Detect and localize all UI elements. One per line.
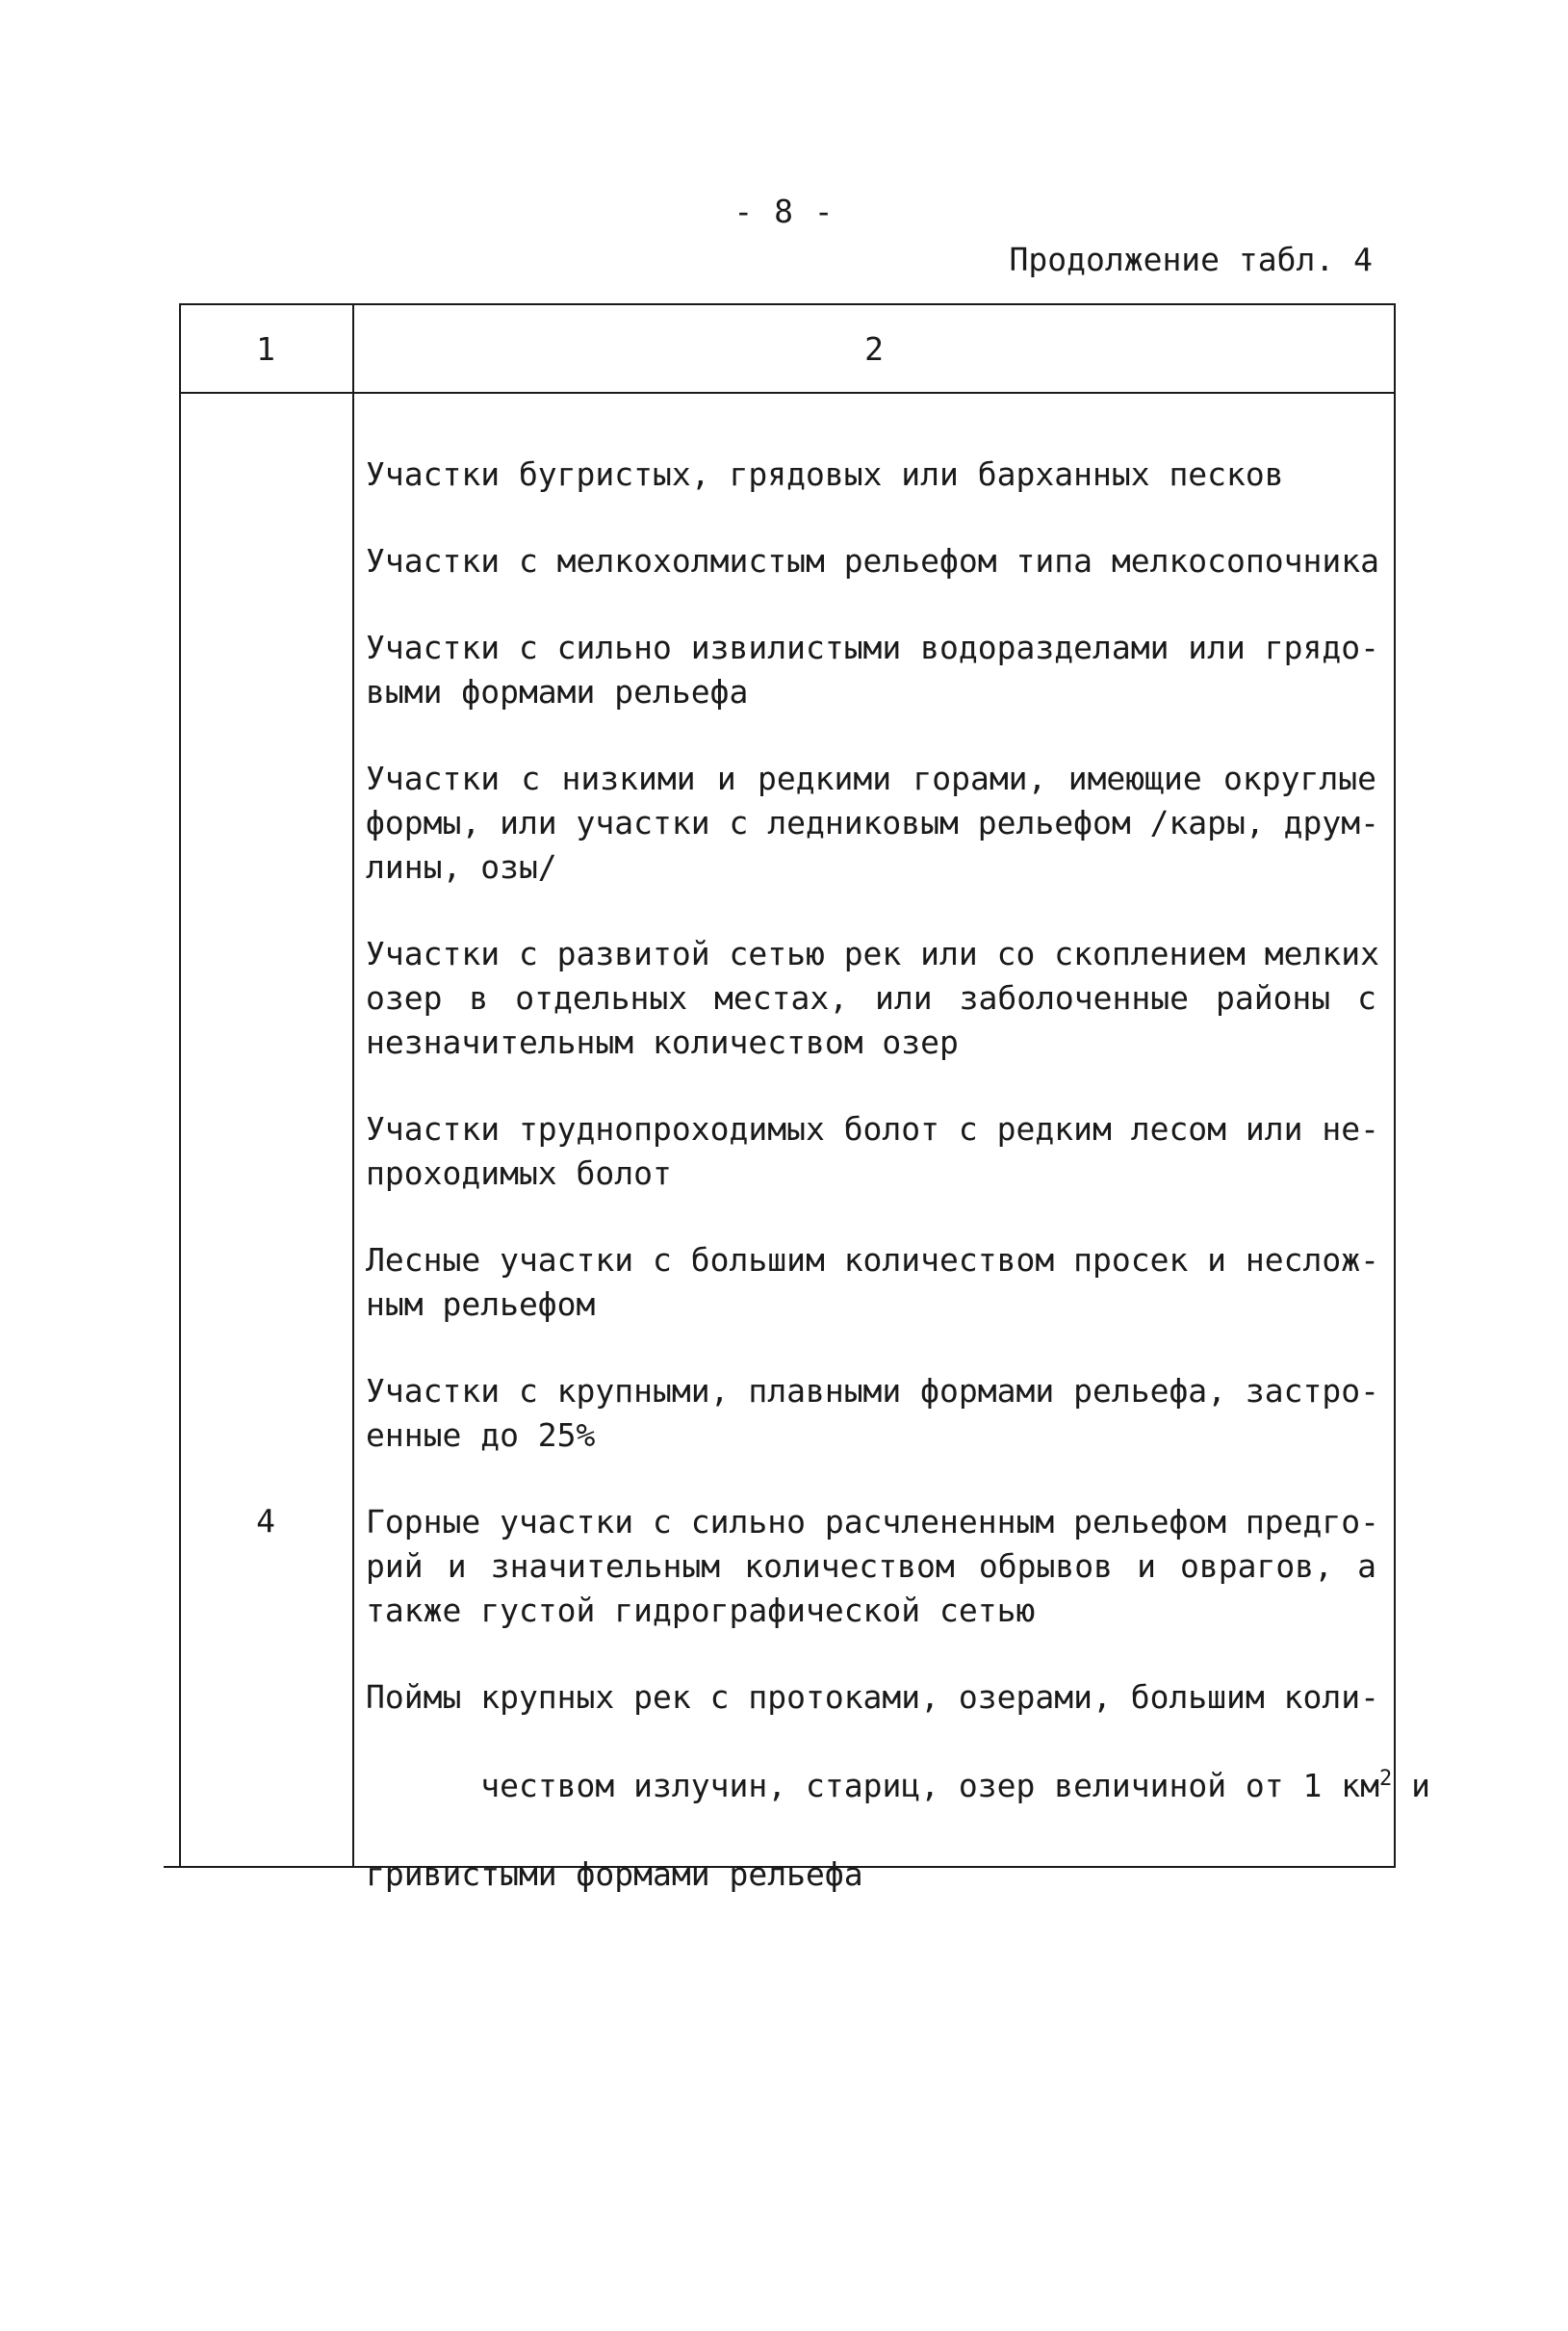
table-entry [366, 1500, 1379, 1633]
entry-line: озер в отдельных местах, или заболоченные районы с [366, 979, 1376, 1017]
entry-line: Участки бугристых, грядовых или барханных песков [366, 455, 1284, 493]
table-left-border [179, 303, 181, 1868]
entry-line: гривистыми формами рельефа [366, 1855, 863, 1893]
table-entry [366, 1369, 1379, 1458]
entry-line: Поймы крупных рек с протоками, озерами, большим коли- [366, 1678, 1379, 1716]
header-separator [179, 392, 1396, 394]
column-1-value: 4 [256, 1502, 275, 1540]
entry-line: формы, или участки с ледниковым рельефом /кары, друм- [366, 804, 1379, 842]
table-entry [366, 453, 1376, 497]
column-divider [352, 303, 354, 1868]
entry-line: Участки труднопроходимых болот с редким лесом или не- [366, 1110, 1379, 1148]
entry-line: проходимых болот [366, 1154, 672, 1192]
entry-line: Участки с мелкохолмистым рельефом типа мелкосопочника [366, 542, 1379, 580]
superscript: 2 [1379, 1767, 1393, 1791]
table-entry [366, 1675, 1430, 1897]
entry-line: рий и значительным количеством обрывов и оврагов, а [366, 1547, 1376, 1585]
table-entry [366, 539, 1379, 583]
entry-line: ным рельефом [366, 1285, 596, 1323]
page-number: - 8 - [733, 193, 835, 230]
entry-line: лины, озы/ [366, 848, 557, 886]
table-continuation-label: Продолжение табл. 4 [1009, 241, 1373, 278]
entry-line: незначительным количеством озер [366, 1023, 959, 1061]
column-2-header: 2 [864, 330, 884, 368]
table-entry [366, 626, 1379, 714]
entry-line: выми формами рельефа [366, 673, 749, 711]
table-entry [366, 1107, 1379, 1196]
entry-line: Лесные участки с большим количеством просек и неслож- [366, 1241, 1379, 1279]
entry-line: Участки с низкими и редкими горами, имеющие округлые [366, 760, 1376, 797]
entry-line-text: чеством излучин, стариц, озер величиной от 1 км [480, 1767, 1379, 1804]
entry-line: Участки с крупными, плавными формами рельефа, застро- [366, 1372, 1379, 1410]
table-entry [366, 1238, 1379, 1327]
entry-line: Участки с сильно извилистыми водоразделами или грядо- [366, 629, 1379, 666]
table-right-border [1394, 303, 1396, 1868]
entry-line: Горные участки с сильно расчлененным рельефом предго- [366, 1503, 1379, 1541]
entry-line-suffix: и [1392, 1767, 1430, 1804]
table-entry [366, 757, 1379, 890]
table-top-border [179, 303, 1396, 305]
column-1-header: 1 [256, 330, 275, 368]
entry-line: Участки с развитой сетью рек или со скоплением мелких [366, 935, 1379, 972]
entry-line: также густой гидрографической сетью [366, 1592, 1036, 1629]
table-entry [366, 932, 1379, 1065]
table-entries [366, 453, 1430, 1939]
entry-line: енные до 25% [366, 1416, 596, 1454]
entry-line-with-superscript [366, 1720, 1430, 1852]
